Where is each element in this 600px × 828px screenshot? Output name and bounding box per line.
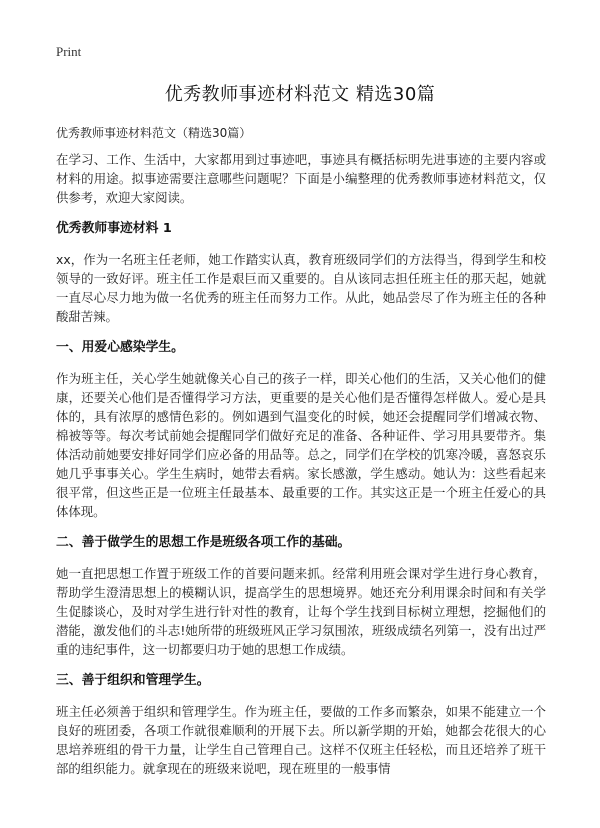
page-subtitle: 优秀教师事迹材料范文（精选30篇）: [56, 126, 252, 140]
section-heading: 三、善于组织和管理学生。: [56, 673, 210, 688]
article-body: [56, 150, 546, 790]
section-title: 优秀教师事迹材料 1: [56, 221, 172, 236]
body-paragraph: 作为班主任，关心学生她就像关心自己的孩子一样，即关心他们的生活，又关心他们的健康，还要关心他们是否懂得学习方法，更重要的是关心他们是否懂得怎样做人。爱心是具体的，具有浓厚的感情色彩的。例如遇到气温变化的时候，她还会提醒同学们增减衣物、棉被等等。每次考试前她会提醒同学们做好充足的准备、各种证件、学习用具要带齐。集体活动前她要安排好同学们应必备的用品等。总之，同学们在学校的饥寒冷暖，喜怒哀乐她几乎事事关心。学生生病时，她带去看病。家长感激，学生感动。她认为：这些看起来很平常，但这些正是一位班主任最基本、最重要的工作。其实这正是一个班主任爱心的具体体现。: [56, 371, 546, 519]
page-title: 优秀教师事迹材料范文 精选30篇: [164, 84, 436, 105]
body-paragraph: 班主任必须善于组织和管理学生。作为班主任，要做的工作多而繁杂，如果不能建立一个良好的班团委，各项工作就很难顺利的开展下去。所以新学期的开始，她都会花很大的心思培养班组的骨干力量，让学生自己管理自己。这样不仅班主任轻松，而且还培养了班干部的组织能力。就拿现在的班级来说吧，现在班里的一般事情: [56, 704, 546, 776]
body-paragraph: 她一直把思想工作置于班级工作的首要问题来抓。经常利用班会课对学生进行身心教育，帮助学生澄清思想上的模糊认识，提高学生的思想境界。她还充分利用课余时间和有关学生促膝谈心，及时对学生进行针对性的教育，让每个学生找到目标树立理想，挖掘他们的潜能，激发他们的斗志!她所带的班级班风正学习氛围浓，班级成绩名列第一，没有出过严重的违纪事件，这一切都要归功于她的思想工作成绩。: [56, 566, 546, 657]
intro-paragraph: 在学习、工作、生活中，大家都用到过事迹吧，事迹具有概括标明先进事迹的主要内容或材料的用途。拟事迹需要注意哪些问题呢？下面是小编整理的优秀教师事迹材料范文，仅供参考，欢迎大家阅读。: [56, 152, 546, 205]
body-paragraph: xx，作为一名班主任老师，她工作踏实认真，教育班级同学们的方法得当，得到学生和校领导的一致好评。班主任工作是艰巨而又重要的。自从该同志担任班主任的那天起，她就一直尽心尽力地为做一名优秀的班主任而努力工作。从此，她品尝尽了作为班主任的各种酸甜苦辣。: [56, 252, 546, 324]
section-heading: 一、用爱心感染学生。: [56, 340, 184, 355]
section-heading: 二、善于做学生的思想工作是班级各项工作的基础。: [56, 535, 351, 550]
print-label: Print: [56, 44, 82, 59]
